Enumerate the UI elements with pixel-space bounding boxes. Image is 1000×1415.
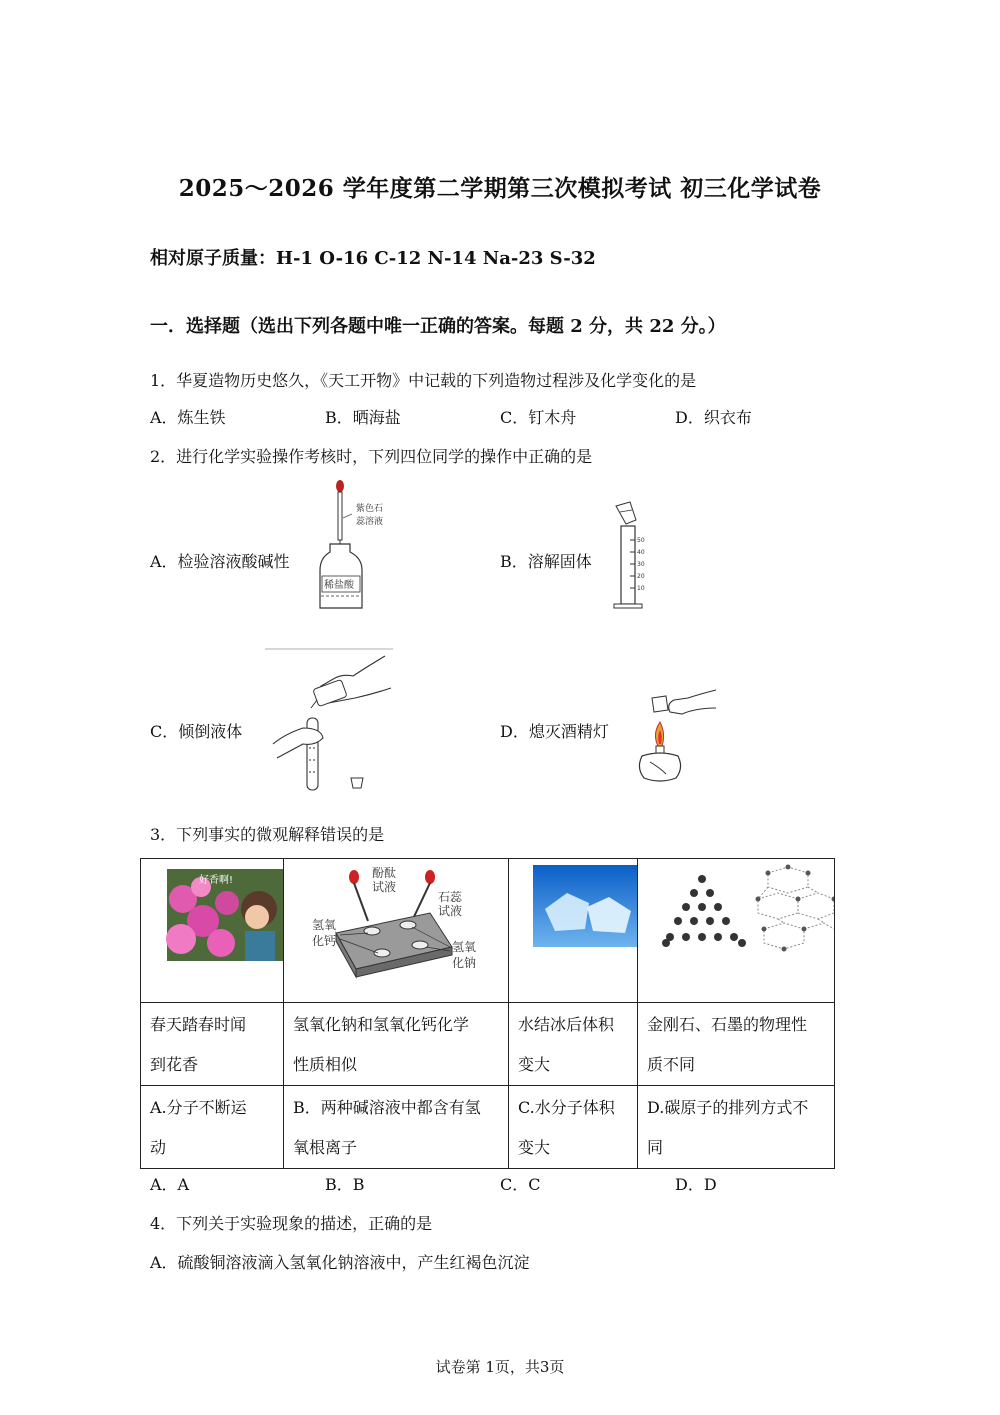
svg-text:化钠: 化钠 xyxy=(452,956,477,970)
litmus-label-2: 蕊溶液 xyxy=(356,517,384,527)
svg-text:30: 30 xyxy=(637,561,645,568)
exam-title: 2025～2026 学年度第二学期第三次模拟考试 初三化学试卷 xyxy=(178,175,822,202)
question-3-table xyxy=(140,858,835,1169)
explanation-cell-a: A.分子不断运 动 xyxy=(141,1086,284,1169)
q3-option-b[interactable]: B．B xyxy=(325,1175,365,1194)
carbon-structure-image-cell xyxy=(638,859,835,1003)
svg-text:10: 10 xyxy=(637,585,645,592)
ice-image-cell xyxy=(509,859,638,1003)
q2-option-c[interactable]: C．倾倒液体 xyxy=(150,722,243,741)
alcohol-lamp-illustration xyxy=(630,686,718,786)
q1-option-b[interactable]: B．晒海盐 xyxy=(325,408,401,427)
q2-option-b[interactable]: B．溶解固体 xyxy=(500,552,592,571)
atomic-masses: 相对原子质量：H-1 O-16 C-12 N-14 Na-23 S-32 xyxy=(150,248,596,269)
question-2-stem: 2．进行化学实验操作考核时，下列四位同学的操作中正确的是 xyxy=(150,447,593,466)
ice-cubes-image xyxy=(509,859,637,987)
svg-text:试液: 试液 xyxy=(372,880,397,894)
section-heading: 一．选择题（选出下列各题中唯一正确的答案。每题 2 分，共 22 分。） xyxy=(150,316,726,337)
q2-option-d[interactable]: D．熄灭酒精灯 xyxy=(500,722,609,741)
question-3-stem: 3．下列事实的微观解释错误的是 xyxy=(150,825,385,844)
question-1-stem: 1．华夏造物历史悠久，《天工开物》中记载的下列造物过程涉及化学变化的是 xyxy=(150,371,697,390)
q3-option-d[interactable]: D．D xyxy=(675,1175,717,1194)
bottle-label: 稀盐酸 xyxy=(324,580,354,591)
graduated-cylinder-illustration xyxy=(608,500,658,612)
spot-plate-experiment-image xyxy=(284,859,508,987)
fact-cell-2: 氢氧化钠和氢氧化钙化学 性质相似 xyxy=(284,1003,509,1086)
explanation-cell-c: C.水分子体积 变大 xyxy=(509,1086,638,1169)
fact-cell-1: 春天踏春时闻 到花香 xyxy=(141,1003,284,1086)
diamond-graphite-structure-image xyxy=(638,859,834,987)
svg-text:20: 20 xyxy=(637,573,645,580)
litmus-test-illustration xyxy=(300,478,410,613)
graphite-structure xyxy=(758,867,834,949)
explanation-cell-d: D.碳原子的排列方式不 同 xyxy=(638,1086,835,1169)
girl-smelling-flowers-image xyxy=(141,859,283,987)
svg-text:50: 50 xyxy=(637,537,645,544)
explanation-cell-b: B．两种碱溶液中都含有氢 氧根离子 xyxy=(284,1086,509,1169)
svg-text:石蕊: 石蕊 xyxy=(438,890,463,904)
question-4-stem: 4．下列关于实验现象的描述，正确的是 xyxy=(150,1214,433,1233)
litmus-label-1: 紫色石 xyxy=(356,504,384,514)
svg-text:化钙: 化钙 xyxy=(312,934,337,948)
flower-caption: 好香啊! xyxy=(199,875,234,886)
svg-text:氢氧: 氢氧 xyxy=(452,940,477,954)
pouring-liquid-illustration xyxy=(265,648,395,793)
fact-cell-3: 水结冰后体积 变大 xyxy=(509,1003,638,1086)
flower-image-cell xyxy=(141,859,284,1003)
svg-text:试液: 试液 xyxy=(438,904,463,918)
svg-text:氢氧: 氢氧 xyxy=(312,918,337,932)
q3-option-c[interactable]: C．C xyxy=(500,1175,541,1194)
spot-plate-image-cell xyxy=(284,859,509,1003)
svg-text:酚酞: 酚酞 xyxy=(372,866,397,880)
q1-option-c[interactable]: C．钉木舟 xyxy=(500,408,577,427)
q4-option-a[interactable]: A．硫酸铜溶液滴入氢氧化钠溶液中，产生红褐色沉淀 xyxy=(150,1253,530,1272)
q1-option-a[interactable]: A．炼生铁 xyxy=(150,408,226,427)
page-footer: 试卷第 1页，共3页 xyxy=(435,1358,565,1376)
svg-text:40: 40 xyxy=(637,549,645,556)
q3-option-a[interactable]: A．A xyxy=(150,1175,190,1194)
q1-option-d[interactable]: D．织衣布 xyxy=(675,408,752,427)
diamond-structure xyxy=(662,875,746,947)
fact-cell-4: 金刚石、石墨的物理性 质不同 xyxy=(638,1003,835,1086)
q2-option-a[interactable]: A．检验溶液酸碱性 xyxy=(150,552,290,571)
